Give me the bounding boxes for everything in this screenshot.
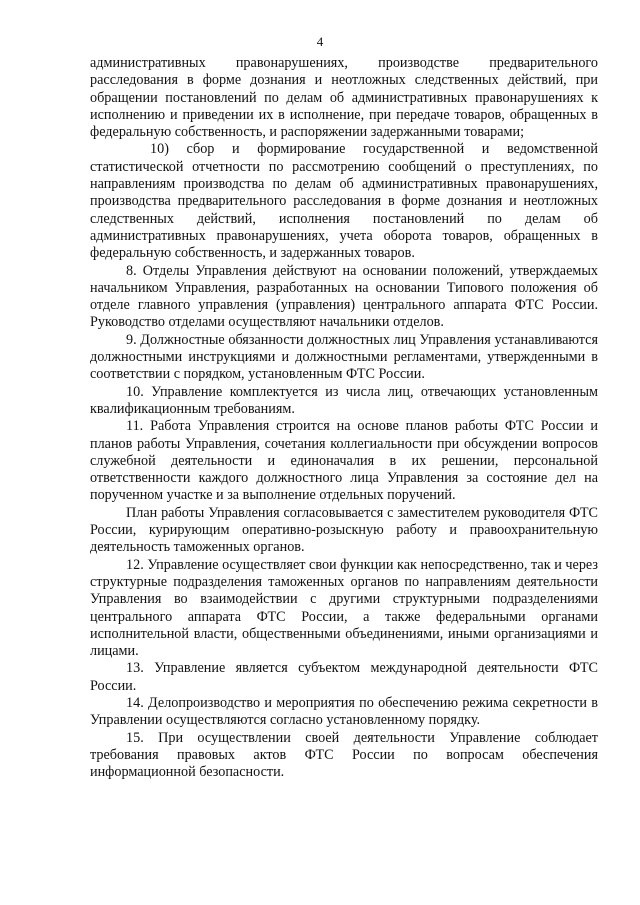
paragraph-13: 13. Управление является субъектом международной деятельности ФТС России. xyxy=(90,660,598,694)
paragraph-9: 9. Должностные обязанности должностных лиц Управления устанавливаются должностными инструкциями и должностными регламентами, утвержденными в соответствии с порядком, установленным ФТС России. xyxy=(90,331,598,383)
paragraph-12: 12. Управление осуществляет свои функции как непосредственно, так и через структурные подразделения таможенных органов по направлениям деятельности Управления во взаимодействии с другими структурными подразделениями центрального аппарата ФТС России, а также федеральными органами исполнительной власти, общественными объединениями, иными организациями и лицами. xyxy=(90,556,598,660)
paragraph-10: 10. Управление комплектуется из числа лиц, отвечающих установленным квалификационным требованиям. xyxy=(90,383,598,417)
page-number: 4 xyxy=(316,34,324,49)
document-body xyxy=(90,55,598,781)
paragraph-work-plan: План работы Управления согласовывается с заместителем руководителя ФТС России, курирующим оперативно-розыскную работу и правоохранительную деятельность таможенных органов. xyxy=(90,504,598,556)
paragraph-14: 14. Делопроизводство и мероприятия по обеспечению режима секретности в Управлении осуществляются согласно установленному порядку. xyxy=(90,694,598,729)
paragraph-11: 11. Работа Управления строится на основе планов работы ФТС России и планов работы Управления, сочетания коллегиальности при обсуждении вопросов служебной деятельности и единоначалия в их решении, персональной ответственности каждого должностного лица Управления за состояние дел на порученном участке и за выполнение отдельных поручений. xyxy=(90,418,598,504)
paragraph-8: 8. Отделы Управления действуют на основании положений, утверждаемых начальником Управления, разработанных на основании Типового положения об отделе главного управления (управления) центрального аппарата ФТС России. Руководство отделами осуществляют начальники отделов. xyxy=(90,262,598,331)
paragraph-continuation: административных правонарушениях, производстве предварительного расследования в форме дознания и неотложных следственных действий, при обращении постановлений по делам об административных правонарушениях к исполнению и приведении их в исполнение, при передаче товаров, обращенных в федеральную собственность, и распоряжении задержанными товарами; xyxy=(90,55,598,141)
paragraph-item-10: 10) сбор и формирование государственной и ведомственной статистической отчетности по рассмотрению сообщений о преступлениях, по направлениям производства по делам об административных правонарушениях, производства предварительного расследования в форме дознания и неотложных следственных действий, исполнения постановлений по делам об административных правонарушениях, учета оборота товаров, обращенных в федеральную собственность, и задержанных товаров. xyxy=(90,141,598,262)
paragraph-15: 15. При осуществлении своей деятельности Управление соблюдает требования правовых актов ФТС России по вопросам обеспечения информационной безопасности. xyxy=(90,729,598,781)
